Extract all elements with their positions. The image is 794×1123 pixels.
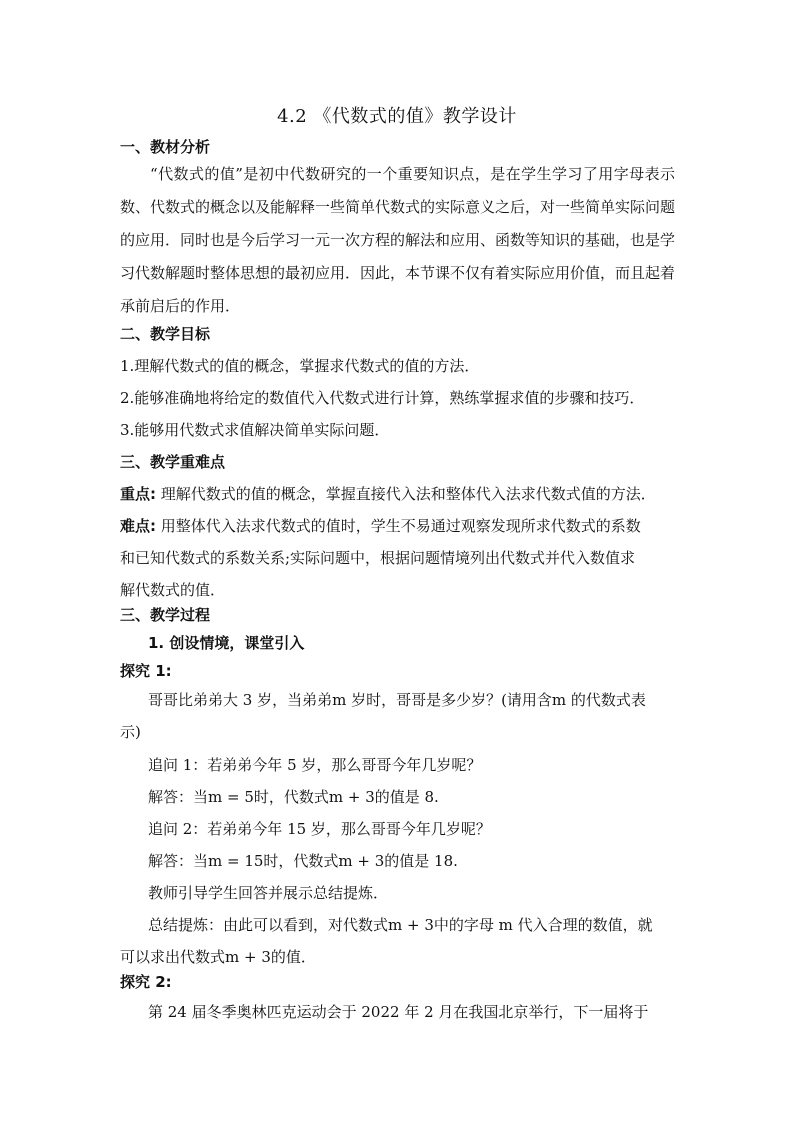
document-title: 4.2 《代数式的值》教学设计: [277, 106, 517, 127]
summary-line-2: 可以求出代数式m + 3的值．: [120, 948, 316, 966]
goal-item: 1.理解代数式的值的概念，掌握求代数式的值的方法．: [120, 357, 480, 375]
goal-item: 2.能够准确地将给定的数值代入代数式进行计算，熟练掌握求值的步骤和技巧．: [120, 389, 645, 407]
question-1-line-2: 示): [120, 723, 141, 741]
section-heading-process: 三、教学过程: [120, 606, 211, 624]
explore-2-label: 探究 2:: [120, 973, 172, 991]
follow-up-1: 追问 1：若弟弟今年 5 岁，那么哥哥今年几岁呢？: [148, 756, 482, 774]
explore-1-label: 探究 1:: [120, 662, 172, 680]
analysis-paragraph: “代数式的值”是初中代数研究的一个重要知识点，是在学生学习了用字母表示数、代数式的概念以及能解释一些简单代数式的实际意义之后，对一些简单实际问题的应用．同时也是今后学习一元一次方程的解法和应用、函数等知识的基础，也是学习代数解题时整体思想的最初应用．因此，本节课不仅有着实际应用价值，而且起着承前启后的作用．: [120, 165, 676, 315]
key-point-line: [120, 482, 680, 506]
key-text: 理解代数式的值的概念，掌握直接代入法和整体代入法求代数式值的方法．: [160, 485, 656, 503]
answer-1: 解答：当m = 5时，代数式m + 3的值是 8.: [148, 788, 439, 806]
section-heading-goals: 二、教学目标: [120, 325, 211, 343]
key-label: 重点:: [120, 485, 156, 503]
subheading-intro: 1. 创设情境，课堂引入: [148, 634, 305, 652]
olympics-paragraph: 第 24 届冬季奥林匹克运动会于 2022 年 2 月在我国北京举行，下一届将于: [148, 1003, 649, 1021]
answer-2: 解答：当m = 15时，代数式m + 3的值是 18.: [148, 852, 458, 870]
summary-line-1: 总结提炼：由此可以看到，对代数式m + 3中的字母 m 代入合理的数值，就: [148, 916, 653, 934]
goal-item: 3.能够用代数式求值解决简单实际问题．: [120, 421, 390, 439]
teacher-guide: 教师引导学生回答并展示总结提炼．: [148, 884, 389, 902]
difficulty-text-2: 和已知代数式的系数关系;实际问题中，根据问题情境列出代数式并代入数值求: [120, 549, 636, 567]
follow-up-2: 追问 2：若弟弟今年 15 岁，那么哥哥今年几岁呢？: [148, 820, 491, 838]
difficulty-text-3: 解代数式的值．: [120, 581, 226, 599]
difficulty-text-1: 用整体代入法求代数式的值时，学生不易通过观察发现所求代数式的系数: [160, 517, 641, 535]
difficulty-label: 难点:: [120, 517, 156, 535]
difficulty-line: [120, 514, 680, 538]
section-heading-analysis: 一、教材分析: [120, 138, 211, 156]
question-1-line-1: 哥哥比弟弟大 3 岁，当弟弟m 岁时，哥哥是多少岁？(请用含m 的代数式表: [148, 691, 646, 709]
section-heading-key-points: 三、教学重难点: [120, 453, 226, 471]
